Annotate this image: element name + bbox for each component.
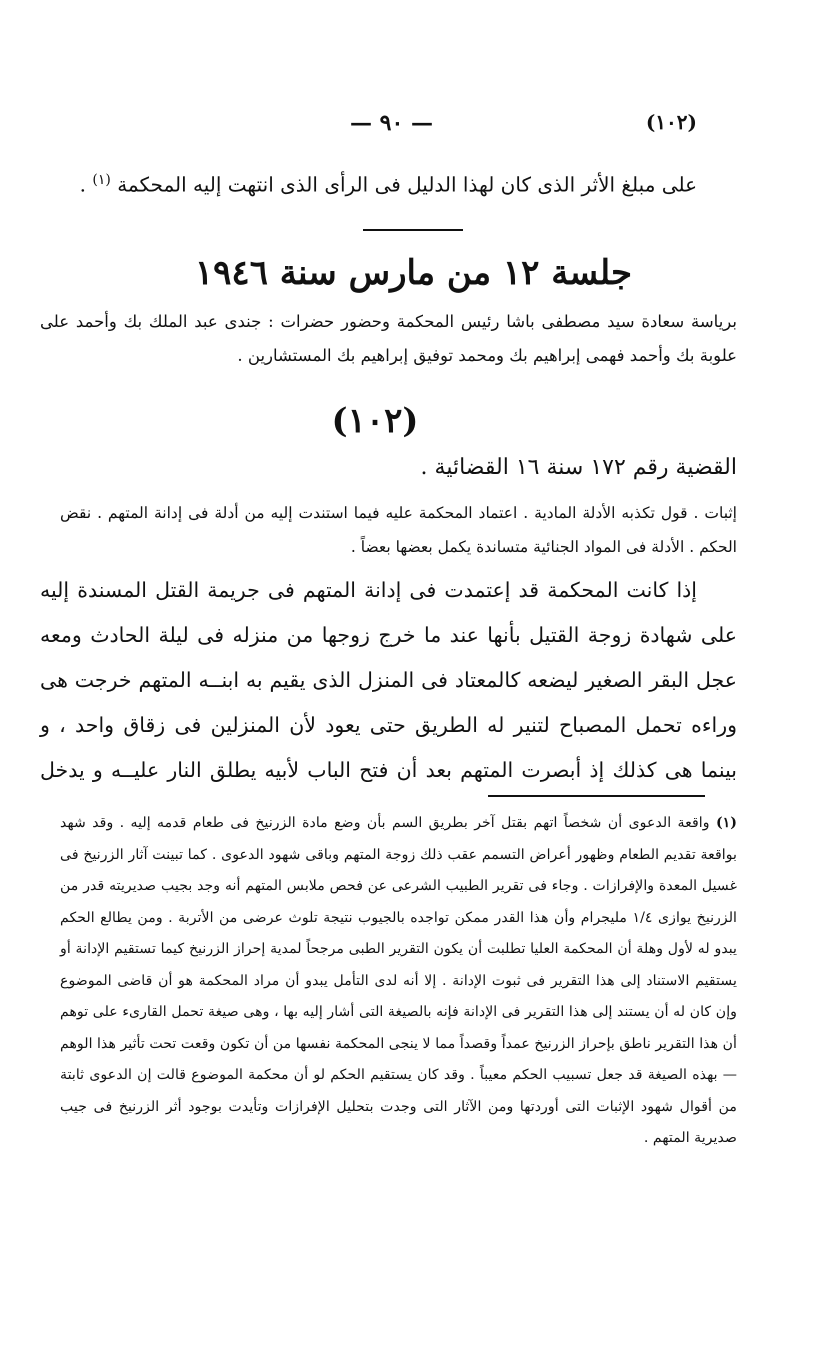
running-header (60, 110, 697, 140)
case-number: (١٠٢) (331, 401, 419, 441)
body-text: إذا كانت المحكمة قد إعتمدت فى إدانة المتهم فى جريمة القتل المسندة إليه على شهادة زوجة القتيل بأنها عند ما خرج زوجها من منزله فى ليلة الحادث ومعه عجل البقر الصغير ليضعه كالمعتاد فى المنزل الذى يقيم به ابنــه المتهم خرجت هى وراءه تحمل المصباح لتنير له الطريق حتى يعود لأن المنزلين فى زقاق واحد ، و بينما هى كذلك إذ أبصرت المتهم بعد أن فتح الباب لأبيه يطلق النار عليــه و يدخل (40, 578, 737, 782)
session-title: جلسة ١٢ من مارس سنة ١٩٤٦ (194, 253, 633, 293)
footnote-mark: (١) (715, 815, 737, 831)
footnote-reference: (١) (92, 172, 111, 188)
body-paragraph (40, 568, 737, 793)
carryover-text: على مبلغ الأثر الذى كان لهذا الدليل فى الرأى الذى انتهت إليه المحكمة (117, 172, 697, 197)
footnote (60, 808, 737, 1155)
court-panel: برياسة سعادة سيد مصطفى باشا رئيس المحكمة وحضور حضرات : جندى عبد الملك بك وأحمد على علوبة بك وأحمد فهمى إبراهيم بك ومحمد توفيق إبراهيم بك المستشارين . (40, 312, 737, 365)
page-number: — ٩٠ — (350, 110, 433, 136)
running-case-ref: (١٠٢) (645, 110, 697, 134)
footnote-divider (488, 795, 705, 797)
section-divider (363, 229, 463, 231)
carryover-paragraph (70, 160, 697, 205)
case-headnote: إثبات . قول تكذبه الأدلة المادية . اعتماد المحكمة عليه فيما استندت إليه من أدلة فى إدانة المتهم . نقض الحكم . الأدلة فى المواد الجنائية متساندة يكمل بعضها بعضاً . (60, 504, 737, 556)
carryover-end: . (79, 172, 93, 197)
case-identifier: القضية رقم ١٧٢ سنة ١٦ القضائية . (420, 455, 737, 480)
footnote-text: واقعة الدعوى أن شخصاً اتهم بقتل آخر بطريق السم بأن وضع مادة الزرنيخ فى طعام قدمه إليه . وقد شهد بواقعة تقديم الطعام وظهور أعراض التسمم عقب ذلك زوجة المتهم وباقى شهود الدعوى . كما تبينت آثار الزرنيخ فى غسيل المعدة والإفرازات . وجاء فى تقرير الطبيب الشرعى عن فحص ملابس المتهم أنه وجد بجيب صديريته قدر من الزرنيخ يوازى ١/٤ مليجرام وأن هذا القدر ممكن تواجده بالجيوب نتيجة تلوث عرضى من الأتربة . ومن يطالع الحكم يبدو له لأول وهلة أن المحكمة العليا تطلبت أن يكون التقرير الطبى مرجحاً لمدية إحراز الزرنيخ كيما تستقيم الإدانة أو يستقيم الاستناد إلى هذا التقرير فى ثبوت الإدانة . إلا أنه لدى التأمل يبدو أن مراد المحكمة هو أن قاضى الموضوع وإن كان له أن يستند إلى هذا التقرير فى الإدانة فإنه بالصيغة التى أشار إليه بها ، وهى صيغة تحمل القارىء على توهم أن هذا التقرير ناطق بإحراز الزرنيخ عمداً وقصداً مما لا ينجى المحكمة نفسها من أن تكون وقعت تحت تأثير هذا الوهم — بهذه الصيغة قد جعل تسبيب الحكم معيباً . وقد كان يستقيم الحكم لو أن محكمة الموضوع قالت إن الدعوى ثابتة من أقوال شهود الإثبات التى أوردتها ومن الآثار التى وجدت بتحليل الإفرازات وتأيدت بوجود أثر الزرنيخ فى جيب صديرية المتهم . (60, 815, 738, 1146)
